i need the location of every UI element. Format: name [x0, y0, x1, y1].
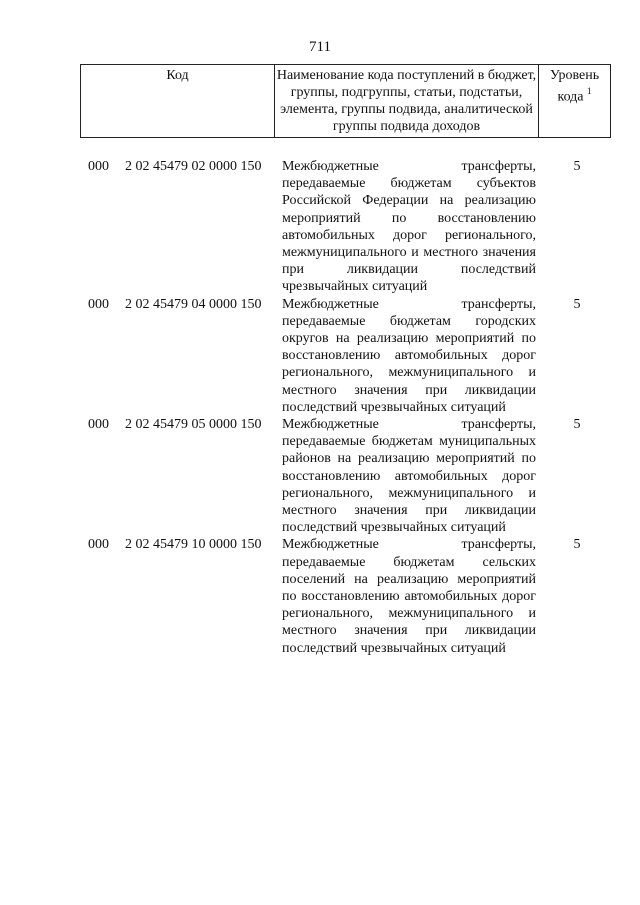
header-level-footnote: 1: [587, 86, 592, 96]
header-level-label: Уровень кода: [549, 68, 600, 105]
table-row: [0, 296, 640, 416]
table-row: [0, 536, 640, 656]
table-row: [0, 158, 640, 296]
header-name-label: Наименование кода поступлений в бюджет, группы, подгруппы, статьи, подстатьи, элемента, группы подвида, аналитической группы подвида доходов: [276, 68, 537, 134]
row-admin-code: 000: [88, 537, 109, 553]
header-code-cell: [81, 65, 275, 138]
page-number: 711: [309, 39, 331, 55]
row-income-code: 2 02 45479 04 0000 150: [125, 296, 262, 312]
row-income-name: Межбюджетные трансферты, передаваемые бюджетам субъектов Российской Федерации на реализацию мероприятий по восстановлению автомобильных дорог регионального, межмуниципального и местного значения при ликвидации последствий чрезвычайных ситуаций: [282, 159, 536, 295]
row-income-name: Межбюджетные трансферты, передаваемые бюджетам муниципальных районов на реализацию мероприятий по восстановлению автомобильных дорог регионального, межмуниципального и местного значения при ликвидации последствий чрезвычайных ситуаций: [282, 417, 536, 536]
row-admin-code: 000: [88, 417, 109, 433]
row-code-level: 5: [573, 537, 581, 553]
table-body: [0, 158, 640, 657]
row-admin-code: 000: [88, 159, 109, 174]
row-income-name: Межбюджетные трансферты, передаваемые бюджетам сельских поселений на реализацию мероприятий по восстановлению автомобильных дорог регионального, межмуниципального и местного значения при ликвидации последствий чрезвычайных ситуаций: [282, 537, 536, 656]
table-header: [80, 64, 611, 138]
row-income-code: 2 02 45479 02 0000 150: [125, 159, 262, 174]
row-admin-code: 000: [88, 296, 109, 312]
row-income-code: 2 02 45479 05 0000 150: [125, 417, 262, 433]
row-code-level: 5: [573, 417, 581, 433]
header-name-cell: [275, 65, 539, 138]
row-income-code: 2 02 45479 10 0000 150: [125, 537, 262, 553]
header-level-cell: [539, 65, 611, 138]
row-code-level: 5: [573, 159, 581, 174]
table-row: [0, 416, 640, 536]
row-code-level: 5: [573, 296, 581, 312]
row-income-name: Межбюджетные трансферты, передаваемые бюджетам городских округов на реализацию мероприятий по восстановлению автомобильных дорог регионального, межмуниципального и местного значения при ликвидации последствий чрезвычайных ситуаций: [282, 296, 536, 415]
header-code-label: Код: [166, 68, 189, 83]
